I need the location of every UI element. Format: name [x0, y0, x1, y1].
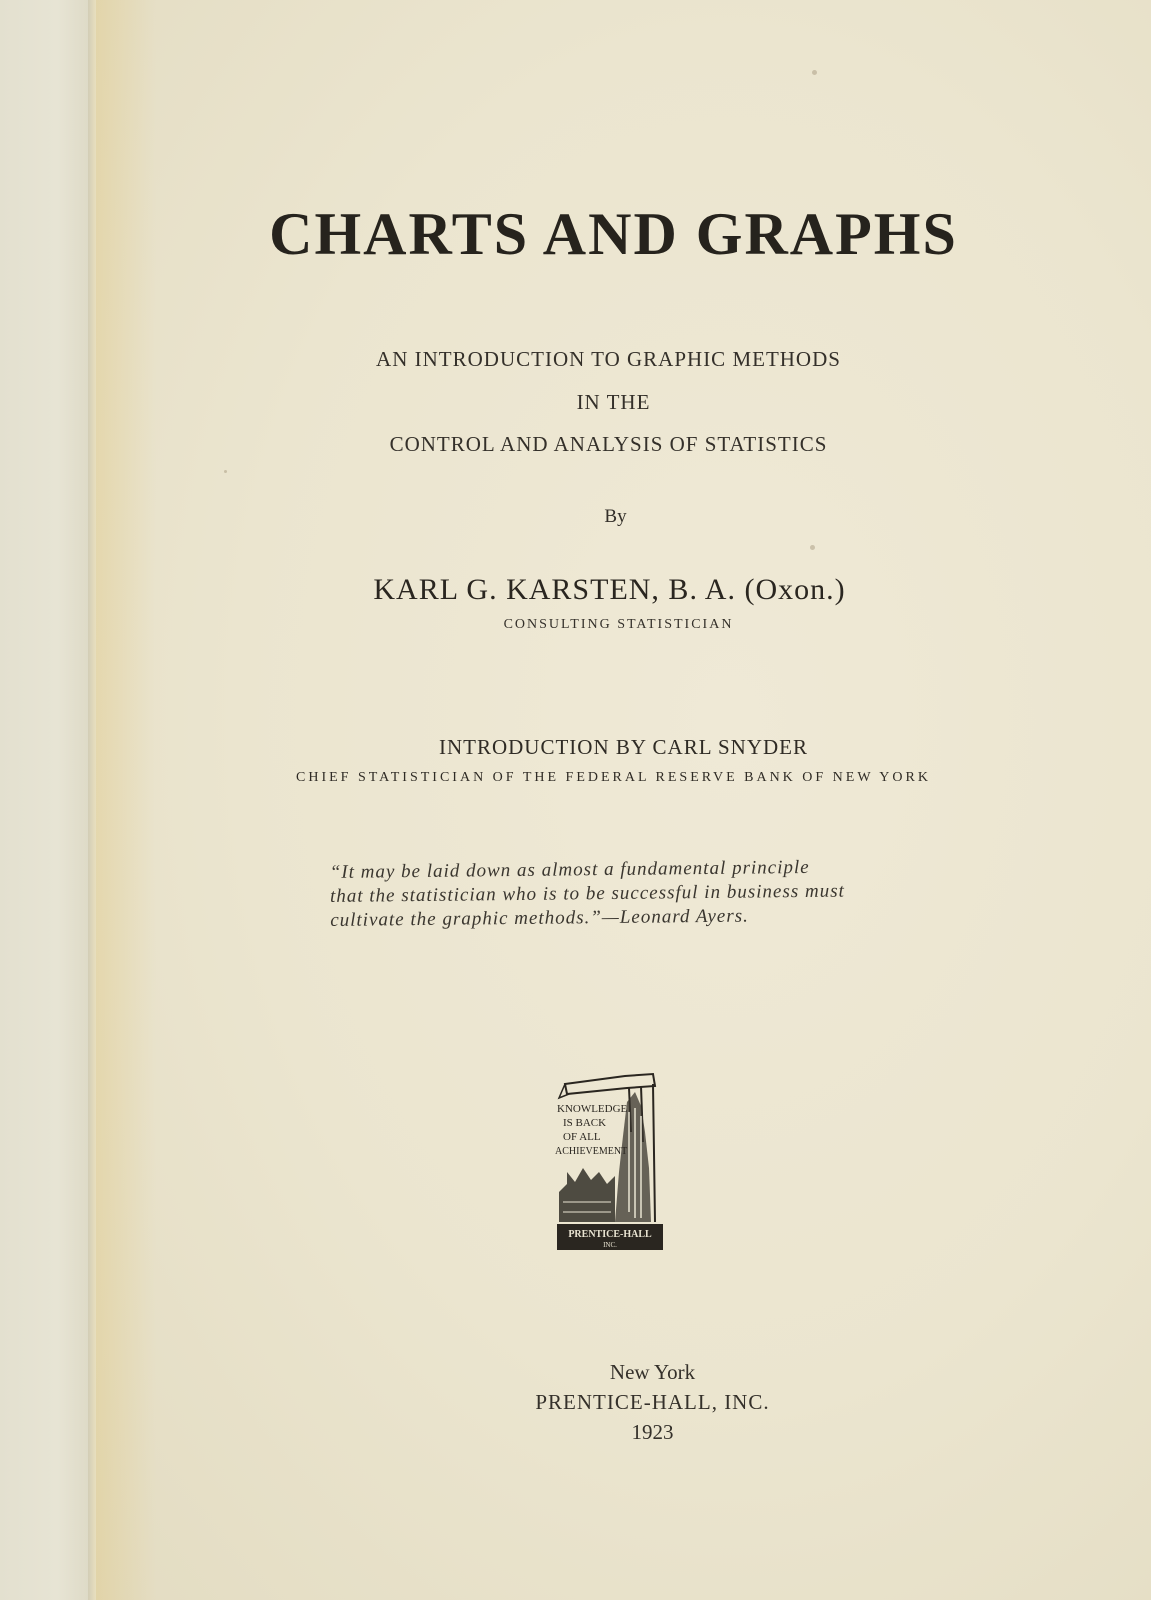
imprint-publisher: PRENTICE-HALL, INC.	[535, 1390, 770, 1414]
subtitle-line-3: CONTROL AND ANALYSIS OF STATISTICS	[389, 432, 828, 456]
emblem-motto-line-2: IS BACK	[563, 1117, 607, 1129]
author-role: CONSULTING STATISTICIAN	[503, 617, 734, 632]
by-label: By	[604, 506, 627, 527]
paper-speck	[810, 545, 815, 550]
quote-line-3: cultivate the graphic methods.”—Leonard Ayers.	[330, 905, 749, 931]
emblem-motto-line-1: KNOWLEDGE	[557, 1103, 628, 1115]
paper-speck	[812, 70, 817, 75]
emblem-inc-label: INC.	[603, 1241, 617, 1249]
epigraph-quote	[330, 855, 891, 933]
subtitle-line-1: AN INTRODUCTION TO GRAPHIC METHODS	[376, 347, 841, 371]
imprint-place: New York	[609, 1360, 696, 1384]
facing-page	[0, 0, 96, 1600]
quote-line-2: that the statistician who is to be successful in business must	[329, 880, 845, 907]
publisher-emblem-icon	[555, 1072, 667, 1254]
book-title: CHARTS AND GRAPHS	[269, 201, 958, 267]
title-page	[96, 0, 1151, 1600]
quote-line-1: “It may be laid down as almost a fundamental principle	[329, 856, 810, 883]
emblem-motto-line-4: ACHIEVEMENT	[555, 1146, 628, 1157]
paper-speck	[224, 470, 227, 473]
subtitle-line-2: IN THE	[576, 390, 651, 414]
introduction-role: CHIEF STATISTICIAN OF THE FEDERAL RESERVE BANK OF NEW YORK	[296, 770, 931, 785]
author-name: KARL G. KARSTEN, B. A. (Oxon.)	[373, 573, 846, 606]
imprint-year: 1923	[631, 1420, 674, 1444]
emblem-motto-line-3: OF ALL	[563, 1131, 601, 1143]
emblem-publisher-label: PRENTICE-HALL	[568, 1229, 652, 1240]
introduction-credit: INTRODUCTION BY CARL SNYDER	[438, 735, 809, 759]
